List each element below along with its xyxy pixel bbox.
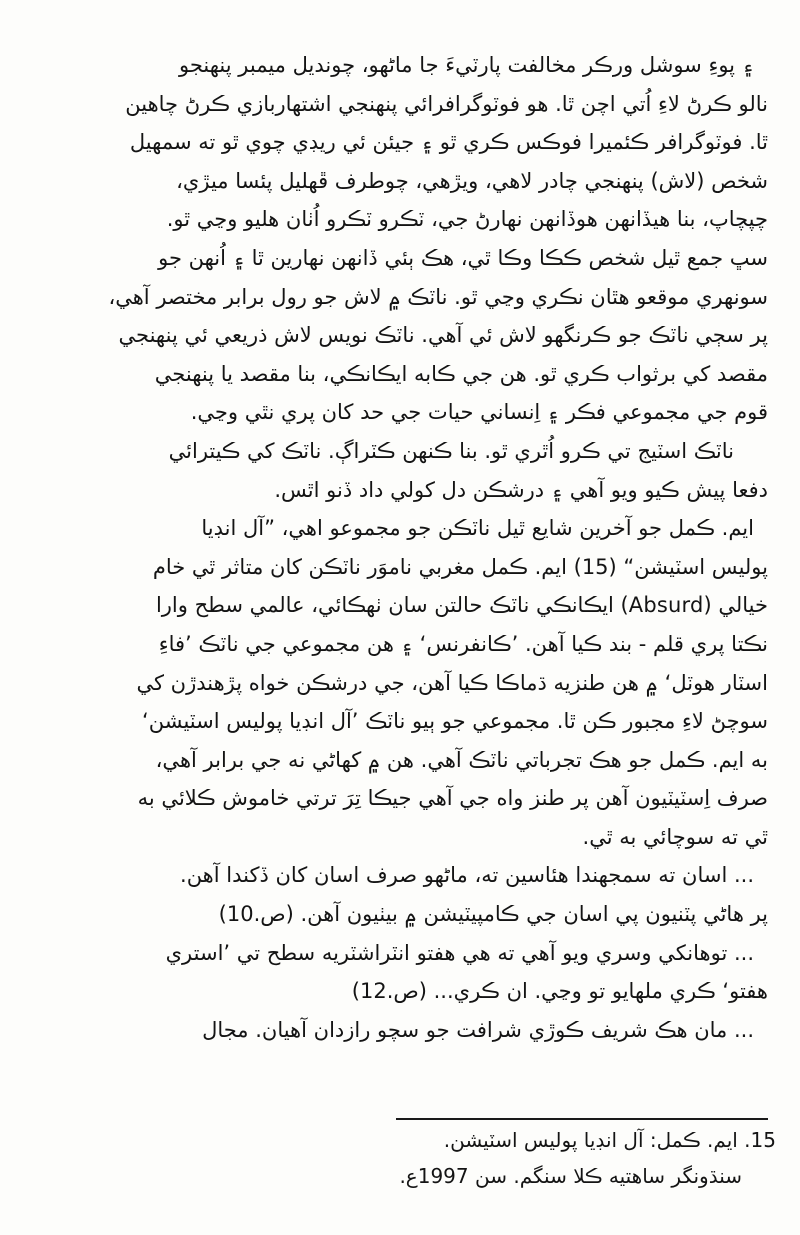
footnotes (120, 1122, 776, 1194)
text-line: سڀ جمع ٿيل شخص ڪڪا وڪا ٿي، هڪ ٻئي ڏانهن نهارين ٿا ۽ اُنهن جو (158, 245, 768, 270)
text-line: اسٽار هوٽل‘ ۾ هن طنزيه ڌماڪا ڪيا آهن، جي درشڪن خواه پڙهندڙن کي (136, 670, 768, 695)
text-line: سوچڻ لاءِ مجبور ڪن ٿا. مجموعي جو ٻيو ناٽڪ ’آل انڊيا پوليس اسٽيشن‘ (142, 709, 768, 734)
footnote-separator (396, 1118, 768, 1120)
text-line: پر سڄي ناٽڪ جو ڪرنگهو لاش ئي آهي. ناٽڪ نويس لاش ذريعي ئي پنهنجي (118, 323, 768, 348)
body-text (56, 46, 768, 1049)
text-line: قوم جي مجموعي فڪر ۽ اِنساني حيات جي حد کان پري نٿي وڃي. (190, 400, 768, 425)
text-line: نڪتا پري قلم - بند ڪيا آهن. ’ڪانفرنس‘ ۽ هن مجموعي جي ناٽڪ ’فاءِ (158, 631, 768, 656)
footnote-line: سنڌونگر ساهتيه ڪلا سنگم. سن 1997ع. (399, 1164, 742, 1188)
text-line: خيالي (Absurd) ايڪانڪي ناٽڪ حالتن سان ٺهڪائي، عالمي سطح وارا (155, 593, 768, 618)
text-line: به ايم. ڪمل جو هڪ تجرباتي ناٽڪ آهي. هن ۾ کهاڻي نه جي برابر آهي، (155, 747, 768, 772)
text-line: صرف اِسٽيٽيون آهن پر طنز واه جي آهي جيڪا تِرَ ترتي خاموش ڪلائي به (137, 786, 768, 811)
text-line: ٿي ته سوچائي به ٿي. (582, 824, 768, 849)
quote-line: ... مان هڪ شريف ڪوڙي شرافت جو سچو رازدان آهيان. مجال (202, 1017, 754, 1042)
quote-line: پر هاڻي پٽنيون پي اسان جي ڪامپيٽيشن ۾ بيٺيون آهن. (ص.10) (218, 902, 768, 927)
text-line: ۽ پوءِ سوشل ورڪر مخالفت پارٽيءَ جا ماڻهو، چونديل ميمبر پنهنجو (179, 53, 754, 77)
text-line: مقصد کي برثواب ڪري ٿو. هن جي ڪابه ايڪانڪي، بنا مقصد يا پنهنجي (154, 361, 768, 386)
text-line: شخص (لاش) پنهنجي چادر لاهي، ويڙهي، چوطرف ڦهليل پئسا ميڙي، (176, 168, 768, 193)
text-line: چپچاپ، بنا هيڏانهن هوڏانهن نهارڻ جي، ٽڪرو ٽڪرو اُٺان هليو وڃي ٿو. (166, 207, 768, 232)
quote-line: ... توهانکي وسري ويو آهي ته هي هفتو انٽراشٽريه سطح تي ’استري (165, 940, 754, 965)
text-line: سونهري موقعو هٿان نڪري وڃي ٿو. ناٽڪ ۾ لاش جو رول برابر مختصر آهي، (108, 284, 768, 309)
text-line: پوليس اسٽيشن“ (15) ايم. ڪمل مغربي ناموَر ناٽڪن کان متاثر ٿي خام (152, 554, 768, 579)
text-line: نالو ڪرڻ لاءِ اُتي اچن ٿا. هو فوٽوگرافرائي پنهنجي اشتهاربازي ڪرڻ چاهين (125, 91, 768, 116)
footnote-line: 15. ايم. ڪمل: آل انڊيا پوليس اسٽيشن. (443, 1128, 776, 1152)
text-line: ايم. ڪمل جو آخرين شايع ٿيل ناٽڪن جو مجموعو اهي، ”آل انڊيا (201, 516, 754, 541)
quote-line: ... اسان ته سمجهندا هئاسين ته، ماڻهو صرف اسان کان ڏکندا آهن. (180, 863, 754, 888)
text-line: ناٽڪ اسٽيج تي ڪرو اُٿري ٿو. بنا ڪنهن ڪٽراڳ. ناٽڪ کي ڪيترائي (168, 438, 734, 463)
quote-line: هفتو‘ ڪري ملهايو تو وڃي. ان ڪري... (ص.12) (351, 979, 768, 1004)
text-line: ٿا. فوٽوگرافر ڪئميرا فوڪس ڪري ٿو ۽ جيئن ئي ريڊي چوي ٿو ته سمهيل (129, 130, 768, 155)
text-line: دفعا پيش ڪيو ويو آهي ۽ درشڪن دل کولي داد ڏنو اٿس. (274, 477, 768, 502)
